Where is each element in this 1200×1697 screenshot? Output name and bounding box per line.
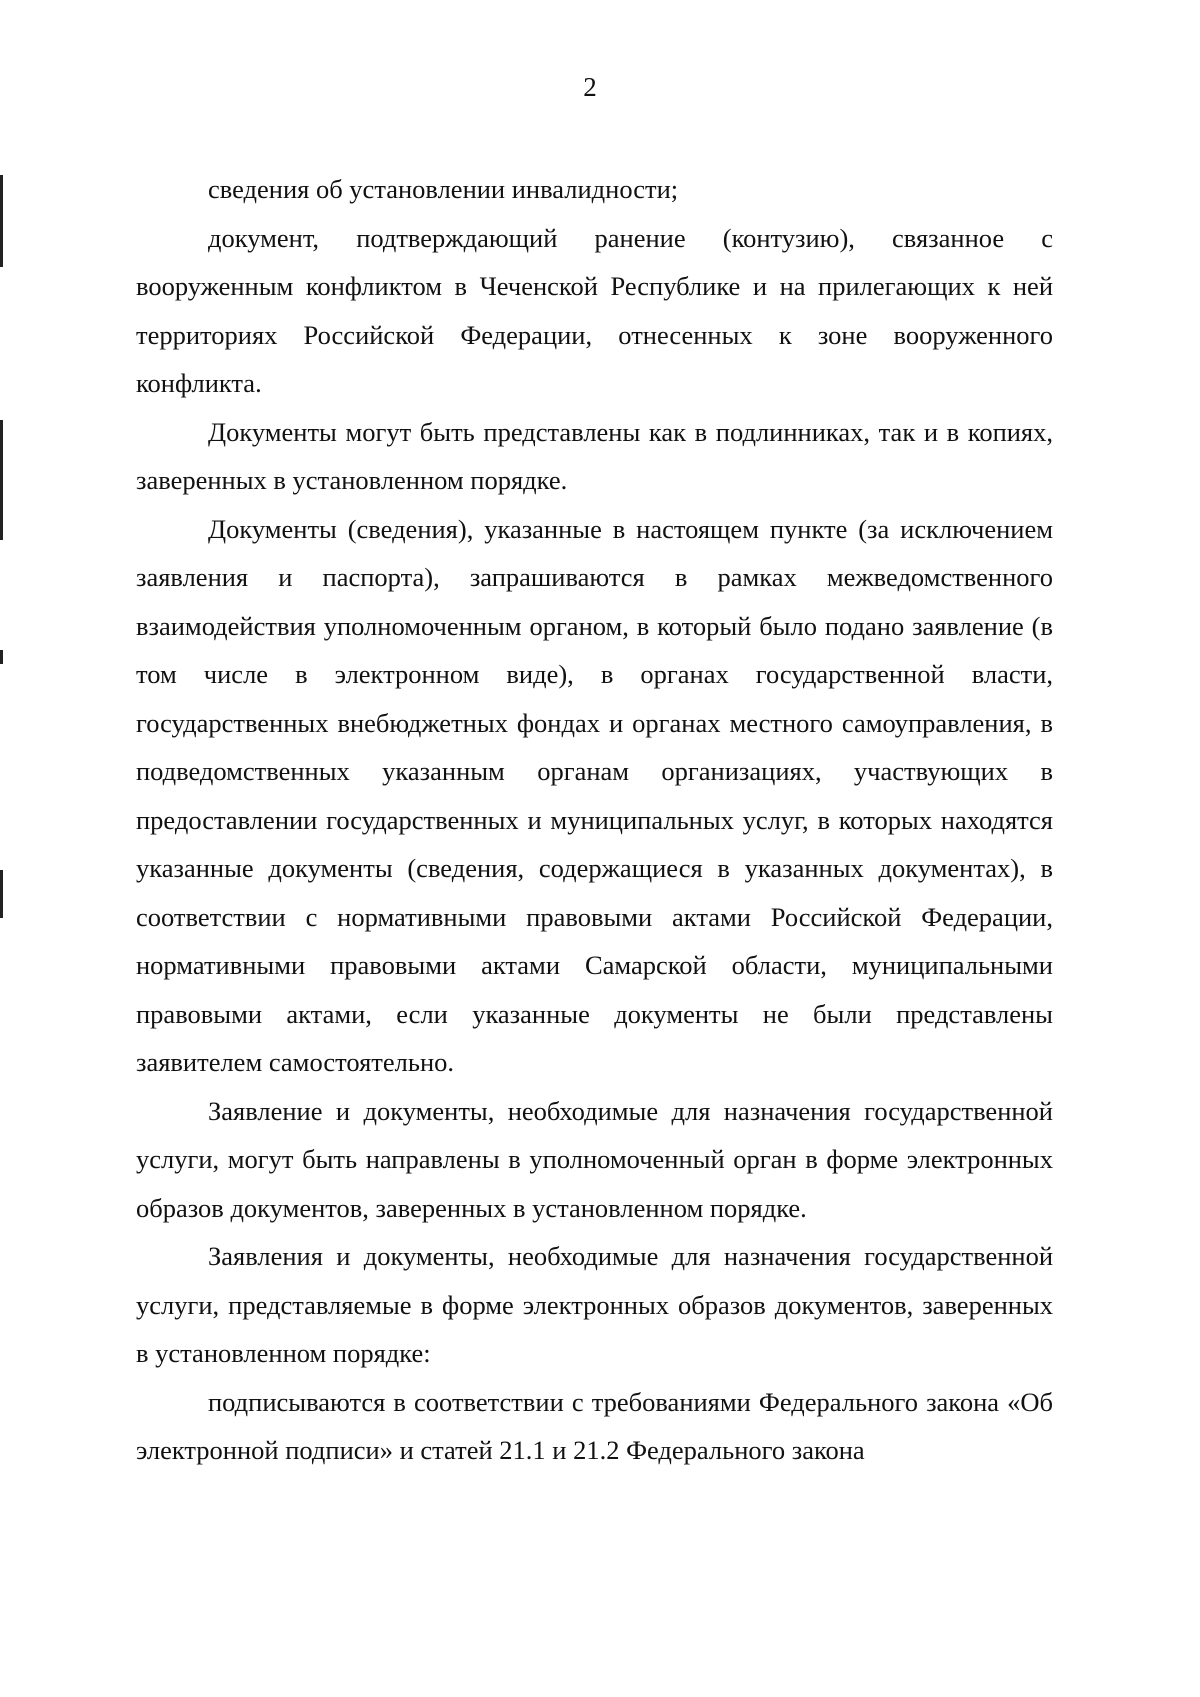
paragraph-interagency-request: Документы (сведения), указанные в настоящем пункте (за исключением заявления и паспорта), запрашиваются в рамках межведомственного взаимодействия уполномоченным органом, в который было подано заявление (в том числе в электронном виде), в органах государственной власти, государственных внебюджетных фондах и органах местного самоуправления, в подведомственных указанным органам организациях, участвующих в предоставлении государственных и муниципальных услуг, в которых находятся указанные документы (сведения, содержащиеся в указанных документах), в соответствии с нормативными правовыми актами Российской Федерации, нормативными правовыми актами Самарской области, муниципальными правовыми актами, если указанные документы не были представлены заявителем самостоятельно. — [136, 513, 1053, 1077]
paragraph-electronic-submission: Заявление и документы, необходимые для назначения государственной услуги, могут быть направлены в уполномоченный орган в форме электронных образов документов, заверенных в установленном порядке. — [136, 1095, 1053, 1223]
paragraph-signature-requirements: подписываются в соответствии с требованиями Федерального закона «Об электронной подписи» и статей 21.1 и 21.2 Федерального закона — [136, 1386, 1053, 1465]
document-body — [136, 165, 1053, 1475]
scan-artifact — [0, 420, 3, 540]
page-number: 2 — [583, 72, 597, 102]
paragraph-wound-document: документ, подтверждающий ранение (контузию), связанное с вооруженным конфликтом в Чеченской Республике и на прилегающих к ней территориях Российской Федерации, отнесенных к зоне вооруженного конфликта. — [136, 222, 1053, 398]
scan-artifact — [0, 650, 3, 664]
scan-artifact — [0, 175, 3, 267]
paragraph-electronic-images: Заявления и документы, необходимые для назначения государственной услуги, представляемые в форме электронных образов документов, заверенных в установленном порядке: — [136, 1241, 1053, 1368]
paragraph-disability-info: сведения об установлении инвалидности; — [208, 174, 679, 204]
scan-artifact — [0, 870, 3, 918]
paragraph-originals-or-copies: Документы могут быть представлены как в подлинниках, так и в копиях, заверенных в установленном порядке. — [136, 416, 1053, 495]
